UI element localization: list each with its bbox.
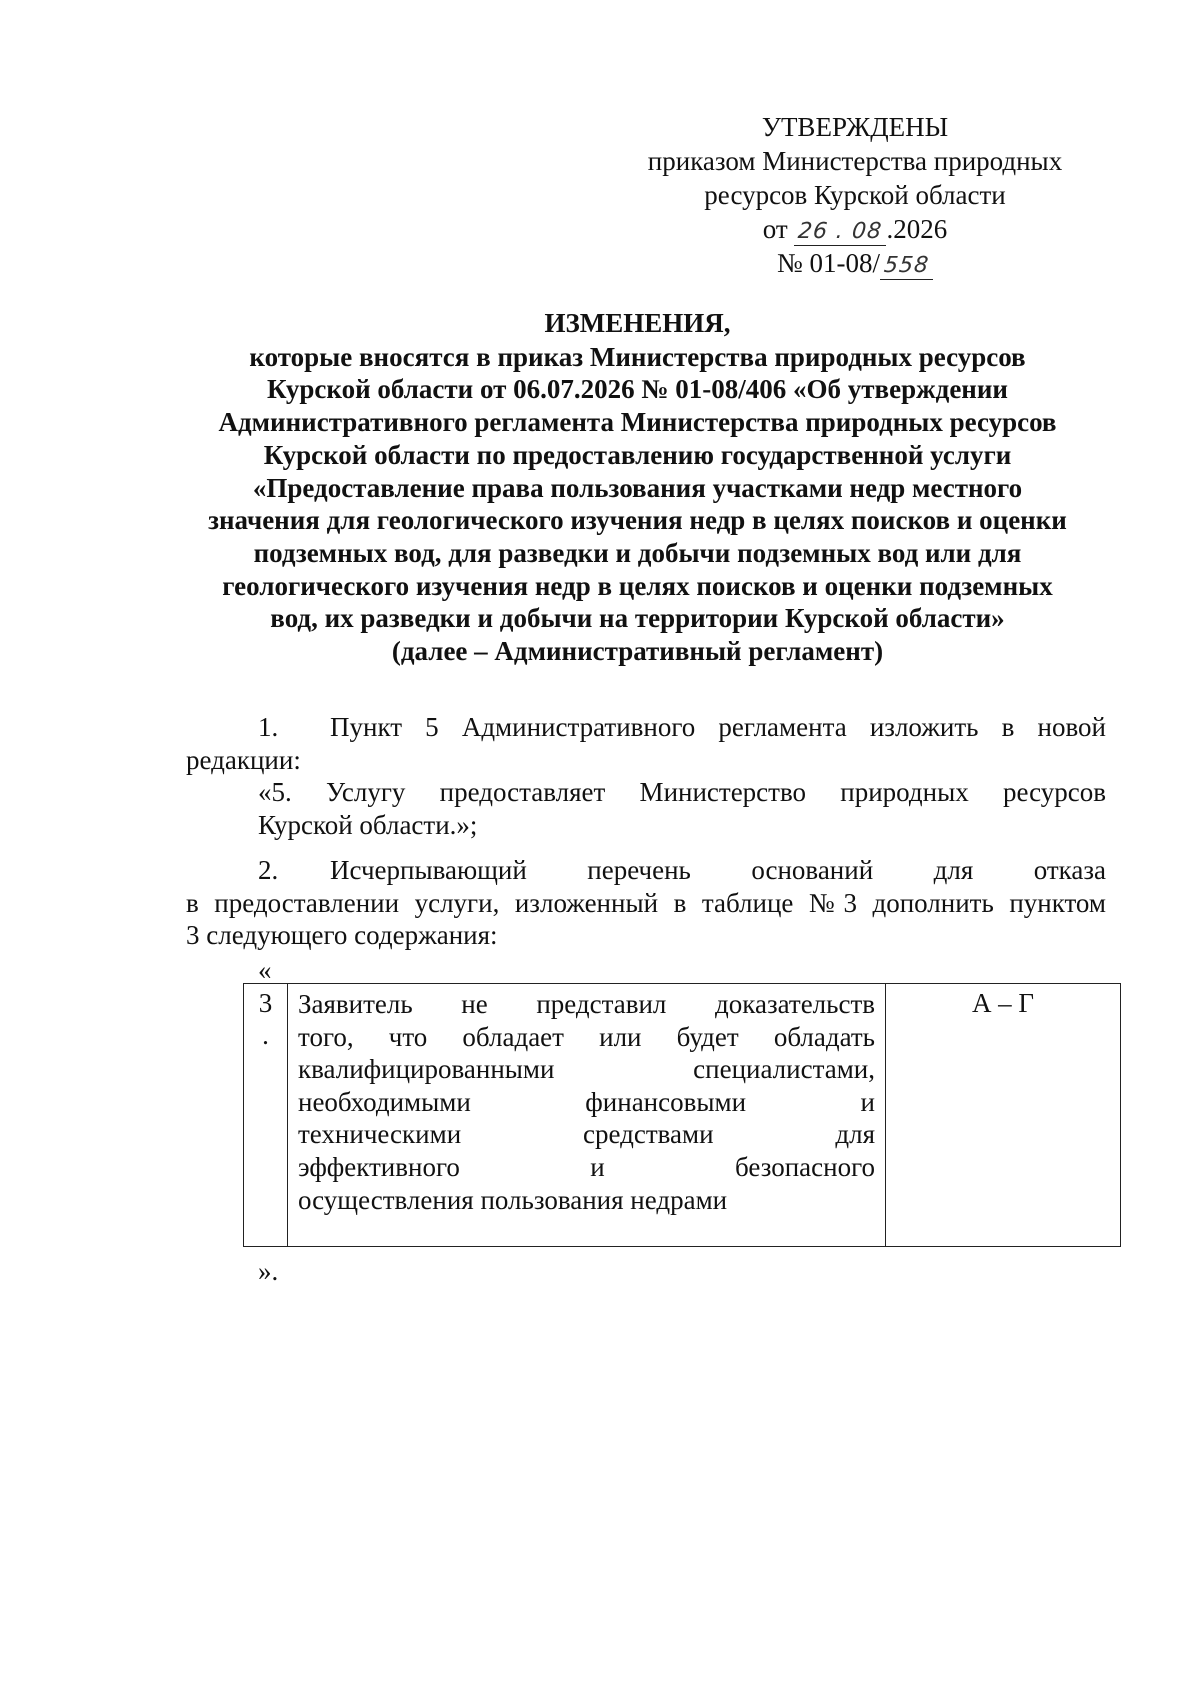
heading-line-2: Курской области от 06.07.2026 № 01-08/406 «Об утверждении (267, 374, 1008, 405)
approval-date (590, 212, 1120, 246)
item-1-text: Пункт 5 Административного регламента изложить в новой (330, 712, 1106, 742)
table-quote-close: ». (258, 1256, 279, 1286)
table-text-line-6: эффективного и безопасного (298, 1151, 875, 1182)
approval-status: УТВЕРЖДЕНЫ (761, 112, 949, 142)
item-2-line-3: 3 следующего содержания: (186, 920, 498, 950)
approval-block (590, 110, 1120, 280)
table-row-number (244, 984, 288, 1246)
approval-line-2: ресурсов Курской области (704, 180, 1006, 210)
item-1-line-2: редакции: (186, 744, 301, 775)
heading-line-8: геологического изучения недр в целях поисков и оценки подземных (222, 570, 1053, 601)
handwritten-number: 558 (882, 253, 931, 278)
document-heading (175, 307, 1100, 668)
heading-line-4: Курской области по предоставлению государственной услуги (263, 439, 1012, 470)
handwritten-number-field (880, 250, 933, 280)
document-title: ИЗМЕНЕНИЯ, (544, 308, 731, 338)
table-text-line-1: Заявитель не представил доказательств (298, 989, 875, 1019)
table-row-text (288, 984, 886, 1246)
item-1 (186, 711, 1106, 841)
item-2-line-1 (186, 854, 1106, 887)
table-quote-open: « (258, 955, 272, 985)
heading-line-9: вод, их разведки и добычи на территории Курской области» (270, 603, 1005, 634)
approval-date-prefix: от (762, 214, 788, 244)
heading-line-5: «Предоставление права пользования участками недр местного (252, 472, 1023, 503)
approval-number (590, 246, 1120, 280)
heading-line-10: (далее – Административный регламент) (391, 636, 884, 667)
approval-number-prefix: № 01-08/ (776, 248, 880, 278)
handwritten-date: 26 . 08 (797, 219, 884, 244)
item-1-quote-line-1: «5. Услугу предоставляет Министерство природных ресурсов (258, 777, 1106, 807)
item-2-line-2: в предоставлении услуги, изложенный в таблице №3 дополнить пунктом (186, 887, 1106, 918)
refusal-table (243, 983, 1121, 1247)
handwritten-date-field (794, 216, 886, 246)
approval-line-1: приказом Министерства природных (647, 146, 1063, 176)
table-text-line-3: квалифицированными специалистами, (298, 1054, 875, 1085)
heading-line-3: Административного регламента Министерства природных ресурсов (218, 407, 1057, 438)
table-text-line-4: необходимыми финансовыми и (298, 1086, 875, 1117)
table-text-line-7: осуществления пользования недрами (298, 1184, 728, 1215)
heading-line-7: подземных вод, для разведки и добычи подземных вод или для (253, 537, 1022, 568)
item-2-text: Исчерпывающий перечень оснований для отказа (330, 855, 1106, 885)
item-1-number: 1. (258, 712, 279, 742)
heading-line-1: которые вносятся в приказ Министерства природных ресурсов (249, 341, 1026, 372)
table-row-code: А – Г (971, 988, 1035, 1018)
table-text-line-5: техническими средствами для (298, 1119, 875, 1150)
item-2 (186, 854, 1106, 952)
table-text-line-2: того, что обладает или будет обладать (298, 1021, 875, 1052)
table-row-number-digit: 3 (258, 988, 273, 1018)
item-2-number: 2. (258, 855, 279, 885)
heading-line-6: значения для геологического изучения недр в целях поисков и оценки (208, 505, 1067, 536)
table-row-number-dot: . (262, 1020, 269, 1050)
approval-date-year: .2026 (886, 214, 948, 244)
item-1-line-1 (186, 711, 1106, 744)
item-1-quote-line-2: Курской области.»; (258, 809, 478, 840)
